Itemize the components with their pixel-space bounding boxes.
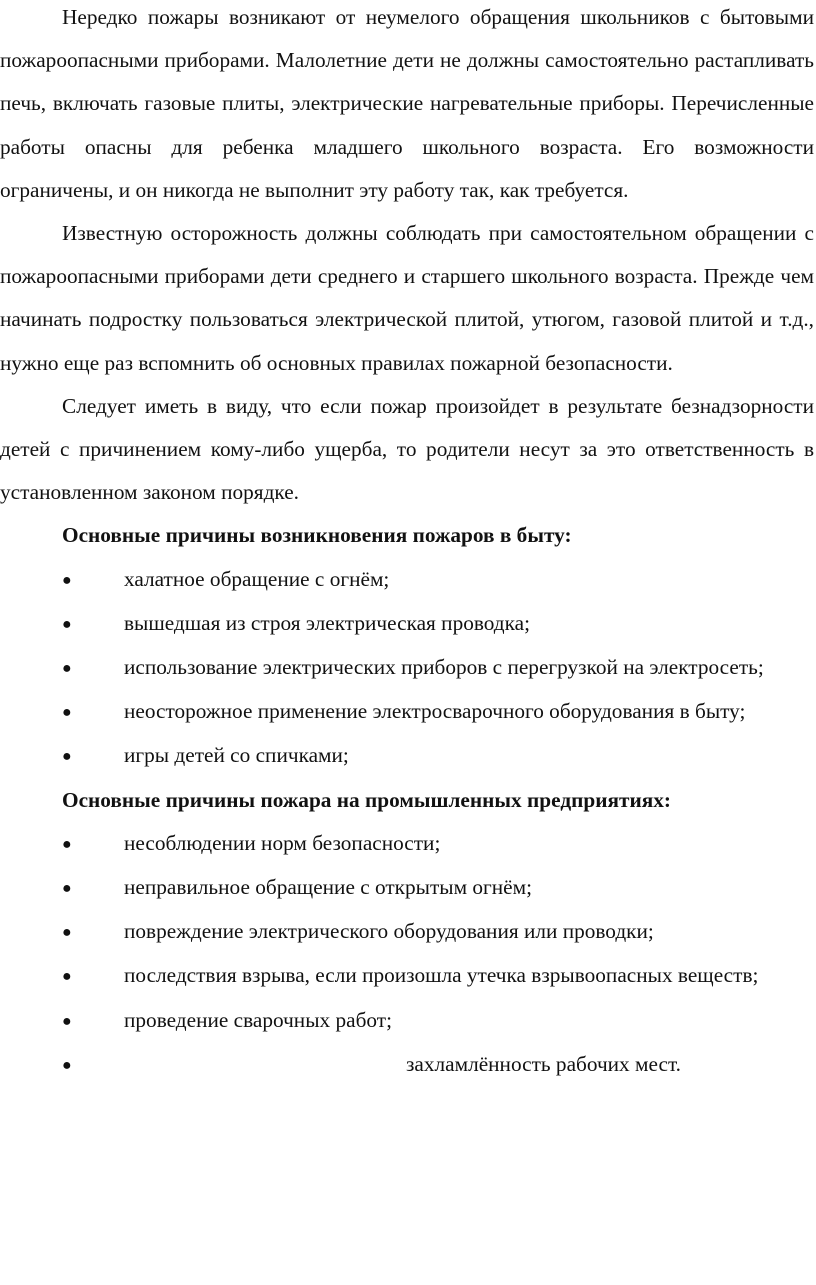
section-heading-household: Основные причины возникновения пожаров в быту: <box>62 523 572 548</box>
bullet-icon: ● <box>62 1012 72 1030</box>
bullet-icon: ● <box>62 880 72 898</box>
list-item-text: вышедшая из строя электрическая проводка; <box>124 610 531 635</box>
list-item <box>0 999 814 1043</box>
bullet-icon: ● <box>62 748 72 766</box>
list-item <box>0 602 814 646</box>
list-item <box>0 910 814 954</box>
list-item <box>0 558 814 602</box>
bullet-icon: ● <box>62 571 72 589</box>
list-item-text: проведение сварочных работ; <box>124 1007 392 1032</box>
bullet-icon: ● <box>62 835 72 853</box>
list-item <box>0 822 814 866</box>
list-item-text: использование электрических приборов с перегрузкой на электросеть; <box>124 655 764 680</box>
bullet-icon: ● <box>62 660 72 678</box>
section-heading-industrial: Основные причины пожара на промышленных предприятиях: <box>62 787 671 812</box>
paragraph-3: Следует иметь в виду, что если пожар произойдет в результате безнадзорности детей с причинением кому-либо ущерба, то родители несут за это ответственность в установленном законом порядке. <box>0 393 814 505</box>
paragraph-2: Известную осторожность должны соблюдать при самостоятельном обращении с пожароопасными приборами дети среднего и старшего школьного возраста. Прежде чем начинать подростку пользоваться электрической плитой, утюгом, газовой плитой и т.д., нужно еще раз вспомнить об основных правилах пожарной безопасности. <box>0 221 814 375</box>
list-item <box>0 1043 814 1087</box>
bullet-icon: ● <box>62 704 72 722</box>
list-item-text: захламлённость рабочих мест. <box>406 1051 681 1076</box>
list-item-text: последствия взрыва, если произошла утечка взрывоопасных веществ; <box>124 963 759 988</box>
list-item-text: неосторожное применение электросварочного оборудования в быту; <box>124 699 746 724</box>
paragraph-1: Нередко пожары возникают от неумелого обращения школьников с бытовыми пожароопасными приборами. Малолетние дети не должны самостоятельно растапливать печь, включать газовые плиты, электрические нагревательные приборы. Перечисленные работы опасны для ребенка младшего школьного возраста. Его возможности ограничены, и он никогда не выполнит эту работу так, как требуется. <box>0 5 814 202</box>
bullet-icon: ● <box>62 615 72 633</box>
list-item <box>0 734 814 778</box>
list-item-text: халатное обращение с огнём; <box>124 566 390 591</box>
list-item <box>0 690 814 734</box>
bullet-icon: ● <box>62 1056 72 1074</box>
list-item-text: игры детей со спичками; <box>124 743 349 768</box>
bullet-icon: ● <box>62 968 72 986</box>
bullet-icon: ● <box>62 924 72 942</box>
list-item <box>0 866 814 910</box>
list-item <box>0 646 814 690</box>
list-item-text: неправильное обращение с открытым огнём; <box>124 875 533 900</box>
list-item <box>0 954 814 998</box>
list-item-text: несоблюдении норм безопасности; <box>124 830 441 855</box>
list-item-text: повреждение электрического оборудования или проводки; <box>124 919 654 944</box>
